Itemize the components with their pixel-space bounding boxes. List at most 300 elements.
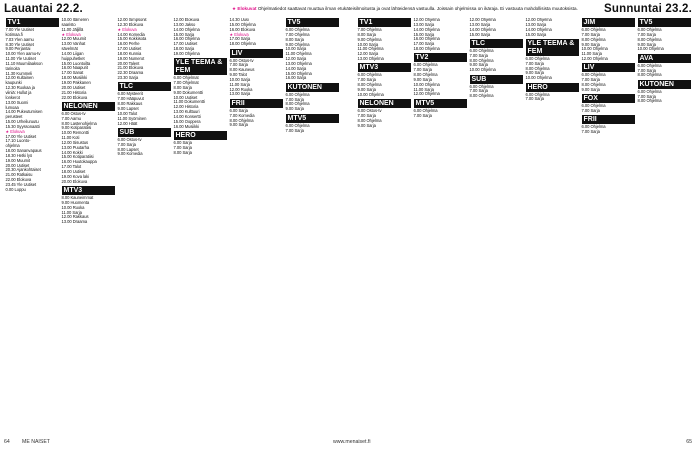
program-line: 7.00 Yle Uutiset xyxy=(5,27,34,32)
listing-column xyxy=(172,18,228,436)
program-line: 12.00 Kultainen xyxy=(5,75,34,81)
program-line: 15.30 Syyssonaatti xyxy=(5,123,40,129)
listing-column xyxy=(580,18,636,436)
channel-section xyxy=(118,82,171,126)
program-line: 14.00 Kokki xyxy=(61,149,83,155)
program-line: 8.00 Ohjelma xyxy=(637,72,662,78)
program-line: 13.00 Draama xyxy=(61,219,88,225)
program-line: 8.00 Ohjelma xyxy=(469,93,494,99)
channel-section xyxy=(638,54,691,79)
channel-name: HERO xyxy=(526,83,579,92)
program-line: 7.00 Sarja xyxy=(637,31,656,37)
program-line: 8.00 Lapset xyxy=(117,146,139,152)
program-line: 14.00 Ohjelma xyxy=(173,26,200,32)
program-line: 6.00 Ohjelma xyxy=(285,122,310,128)
program-line: 6.00 Ohjelma xyxy=(525,91,550,97)
channel-section xyxy=(174,131,227,156)
program-line: 18.00 Musiikki xyxy=(61,75,88,81)
channel-name: FRII xyxy=(582,115,635,124)
program-line: 12.00 Muumit xyxy=(61,36,86,42)
program-line: 11.00 Dokumentti xyxy=(173,99,205,105)
program-line: 15.00 Ohjelma xyxy=(285,70,312,76)
program-line: 7.00 Sarja xyxy=(229,62,248,68)
channel-name: MTV3 xyxy=(62,186,115,195)
program-line: 13.00 Sarja xyxy=(525,21,547,27)
program-line: 9.00 Sarja xyxy=(637,41,656,47)
program-line: 9.00 Sarja xyxy=(285,106,304,112)
page-left xyxy=(4,18,340,436)
program-line: 7.00 Hääpuvut xyxy=(117,96,144,102)
program-line: 16.00 Musiikki xyxy=(173,123,200,129)
program-line: 6.00 Mysteerit xyxy=(117,91,143,97)
program-line: lonkerot xyxy=(5,94,20,100)
channel-name: TV5 xyxy=(638,18,691,27)
program-line: 15.00 Luontoilta xyxy=(61,60,91,66)
program-line: 22.00 Elokuva xyxy=(5,177,32,183)
listing-column xyxy=(468,18,524,436)
channel-section xyxy=(526,39,579,81)
program-line: 11.00 Sarja xyxy=(61,209,82,215)
channel-section xyxy=(638,18,691,52)
program-line: 9.00 Sarja xyxy=(413,76,432,82)
program-line: 7.00 Komedia xyxy=(229,112,255,118)
program-line: 10.00 Sarja xyxy=(357,41,379,47)
program-line: 15.00 Kokkisota xyxy=(117,36,147,42)
channel-section xyxy=(62,18,115,100)
page-number-right: 65 xyxy=(686,439,692,445)
channel-section xyxy=(526,83,579,103)
program-line: 14.00 Liigan xyxy=(61,50,84,56)
program-line: 20.30 Ajankohtaiset xyxy=(5,167,41,173)
program-line: 17.00 Yle Uutiset xyxy=(5,133,37,139)
program-line: 13.00 Ohjelma xyxy=(357,56,384,62)
program-line: 13.00 Sarja xyxy=(229,91,251,97)
program-line: 17.00 Sarja xyxy=(413,41,435,47)
program-line: lumoaa xyxy=(5,104,19,110)
listing-column xyxy=(412,18,468,436)
program-line: 8.00 Sarja xyxy=(285,36,304,42)
program-line: 6.00 Ohjelma xyxy=(581,103,606,109)
program-line: 11.00 Ohjelma xyxy=(357,46,384,52)
channel-name: TLC xyxy=(470,39,523,48)
program-line: 8.00 Ohjelma xyxy=(469,57,494,63)
channel-section xyxy=(286,18,339,81)
program-line: 8.00 Ohjelma xyxy=(357,117,382,123)
program-line: 16.00 Ohjelma xyxy=(413,36,440,42)
program-line: 15.00 Ohjelma xyxy=(229,21,256,27)
channel-name: SUB xyxy=(118,128,171,137)
program-line: 8.00 Kauneus xyxy=(229,67,255,73)
program-line: 8.00 Ohjelma xyxy=(285,101,310,107)
program-line: 15.00 Sarja xyxy=(525,31,547,37)
channel-section xyxy=(62,186,115,225)
program-line: tarinoita xyxy=(5,65,20,71)
program-line: 6.00 Ostos-tv xyxy=(229,57,254,63)
listing-column xyxy=(60,18,116,436)
program-line: 12.00 Historia xyxy=(173,104,199,110)
channel-section xyxy=(118,18,171,81)
program-line: 18.00 Sananvapaus xyxy=(5,148,42,154)
program-line: 6.00 Ohjelma xyxy=(469,47,494,53)
program-line: 9.00 Sarja xyxy=(525,70,544,76)
program-line: 10.00 Ohjelma xyxy=(581,46,608,52)
program-line: 7.00 Sarja xyxy=(581,108,600,114)
channel-section xyxy=(582,94,635,114)
program-line: 19.00 Kova laki xyxy=(61,173,90,179)
program-line: 18.00 Uutiset xyxy=(61,168,86,174)
channel-name: TLC xyxy=(118,82,171,91)
day-title-right: Sunnuntai 23.2. xyxy=(604,3,692,15)
program-line: 12.00 Häät xyxy=(117,120,138,126)
magazine-name: ME NAISET xyxy=(22,439,50,445)
program-line: 19.00 Ohjelma xyxy=(173,50,200,56)
program-line: 9.00 Sarja xyxy=(357,86,376,92)
channel-section xyxy=(470,75,523,100)
program-line: 11.00 Sarja xyxy=(581,51,602,57)
program-line: 10.00 Ohjelma xyxy=(469,67,496,73)
program-line: 7.00 Sarja xyxy=(525,60,544,66)
channel-section xyxy=(230,99,283,128)
program-line: 8.00 Ohjelma xyxy=(229,117,254,123)
program-line: viiniä: Hullut ja xyxy=(5,89,32,95)
program-line: 8.00 Sarja xyxy=(357,31,376,37)
channel-section xyxy=(358,18,411,62)
program-line: 12.00 Sisustus xyxy=(61,139,88,145)
program-line: 12.00 Ruoka xyxy=(229,86,253,92)
program-line: 14.00 Pukeutumisen xyxy=(5,109,43,115)
program-line: 6.00 Sarja xyxy=(229,107,248,113)
channel-section xyxy=(286,83,339,112)
program-line: 12.00 Sarja xyxy=(285,56,307,62)
channel-name: YLE TEEMA & FEM xyxy=(526,39,579,56)
program-line: 9.00 Kotiparatiisi xyxy=(61,125,92,131)
program-line: 13.00 Sarja xyxy=(413,21,435,27)
channel-section xyxy=(414,99,467,119)
program-line: 11.00 Sarja xyxy=(413,86,434,92)
program-line: 16.00 Ohjelma xyxy=(173,36,200,42)
program-line: 12.00 Sarja xyxy=(357,51,379,57)
program-line: 7.00 Sarja xyxy=(173,144,192,150)
top-notice xyxy=(232,6,578,12)
program-line: 10.00 Ohjelma xyxy=(413,81,440,87)
program-line: 13.00 Vanhat xyxy=(61,41,86,47)
program-line: 17.00 Uutiset xyxy=(117,46,142,52)
program-line: 10.00 Ruoka xyxy=(61,204,85,210)
program-line: 8.00 Ohjelma xyxy=(525,65,550,71)
channel-name: MTV3 xyxy=(358,63,411,72)
program-line: 16.00 Sarja xyxy=(285,75,307,81)
program-line: 7.00 Sarja xyxy=(285,96,304,102)
program-line: 7.00 Sarja xyxy=(117,141,136,147)
program-line: 22.30 Draama xyxy=(117,70,144,76)
listing-column xyxy=(228,18,284,436)
program-line: ★ Elokuva xyxy=(61,31,81,37)
notice-text: Ohjelmatiedot saattavat muuttua ilman etukäteisilmoitusta ja ovat lähteidensä vastuulla. Joissain ohjelmissa on ikäraja. Ei vastuuta mahdollisista muutoksista. xyxy=(257,6,578,11)
program-line: 9.00 Ohjelma xyxy=(285,41,310,47)
program-line: 9.00 Sarja xyxy=(229,122,248,128)
channel-name: TV1 xyxy=(6,18,59,27)
program-line: 7.00 Sarja xyxy=(469,52,488,58)
program-line: 14.00 Komedia xyxy=(117,31,145,37)
program-line: ★ Elokuva xyxy=(5,128,25,134)
channel-name: LIV xyxy=(582,63,635,72)
program-line: 9.00 Sarja xyxy=(469,62,488,68)
star-icon: ★ xyxy=(232,6,237,11)
program-line: 6.00 Ohjelma xyxy=(525,55,550,61)
program-line: 7.00 Ohjelma xyxy=(357,27,382,32)
program-line: 8.00 Ohjelma xyxy=(581,36,606,42)
program-line: 8.00 Sarja xyxy=(173,84,192,90)
page-right xyxy=(356,18,692,436)
program-line: 12.00 Ohjelma xyxy=(525,18,552,22)
program-line: kaupunki xyxy=(5,80,22,86)
program-line: 16.00 Perhe xyxy=(117,41,140,47)
program-line: 23.30 Sarja xyxy=(117,75,139,81)
program-line: 7.00 Sarja xyxy=(357,112,376,118)
program-line: 14.00 Ohjelma xyxy=(413,26,440,32)
program-line: 17.00 Uutiset xyxy=(173,41,198,47)
channel-name: JIM xyxy=(582,18,635,27)
program-line: 15.00 Sarja xyxy=(413,31,435,37)
program-line: 11.00 Yle Uutiset xyxy=(5,56,36,62)
channel-section xyxy=(62,102,115,185)
magazine-url[interactable]: www.menaiset.fi xyxy=(333,439,371,445)
program-line: 10.00 Itämeren xyxy=(61,18,89,22)
program-line: 9.00 Dokumentti xyxy=(173,89,203,95)
program-line: 13.00 Ohjelma xyxy=(285,60,312,66)
program-line: ★ Elokuva xyxy=(229,31,249,37)
program-line: 12.00 Rakkaus xyxy=(61,214,89,220)
page-number-left: 64 xyxy=(4,439,10,445)
channel-section xyxy=(470,18,523,37)
day-title-left: Lauantai 22.2. xyxy=(4,3,83,15)
program-line: 12.00 Elokuva xyxy=(173,18,200,22)
program-line: 19.00 Muumit xyxy=(5,157,30,163)
program-line: 7.00 Sarja xyxy=(637,93,656,99)
program-line: 11.00 Koti xyxy=(61,135,80,141)
program-line: 6.00 Ohjelma xyxy=(637,62,662,68)
program-line: 9.00 Komedia xyxy=(117,151,143,157)
program-line: 6.00 Ostos-tv xyxy=(61,110,86,116)
program-line: 14.00 Sarja xyxy=(285,65,307,71)
program-line: 7.00 Ohjelmat xyxy=(173,80,199,86)
program-line: 7.00 Sarja xyxy=(525,96,544,102)
program-line: 6.00 Ostos-tv xyxy=(357,108,382,114)
channel-name: LIV xyxy=(230,49,283,58)
program-line: 6.00 Ohjelmat xyxy=(173,75,199,81)
program-line: perusteet xyxy=(5,114,23,120)
program-line: 8.30 Yle Uutiset xyxy=(5,41,34,47)
program-line: 16.00 Elokuva xyxy=(229,26,256,32)
program-line: 8.00 Ohjelma xyxy=(637,98,662,104)
program-line: 19.00 Numerot xyxy=(117,55,145,61)
program-line: 14.00 Ohjelma xyxy=(525,26,552,32)
program-line: 13.00 Sarja xyxy=(469,21,491,27)
program-line: 15.00 Ooppera xyxy=(173,118,201,124)
program-line: 6.00 Ohjelma xyxy=(581,72,606,78)
program-line: 15.00 Sarja xyxy=(173,31,195,37)
program-line: 7.00 Ohjelma xyxy=(285,31,310,37)
program-line: 6.00 Ohjelma xyxy=(413,107,438,113)
program-line: 20.00 Uutiset xyxy=(5,162,30,168)
program-line: huippuhetket xyxy=(61,55,85,61)
program-line: 6.00 Ohjelma xyxy=(357,72,382,78)
program-line: 13.00 Jakso xyxy=(173,21,196,27)
program-line: 10.00 Ohjelma xyxy=(637,46,664,52)
program-line: 12.30 Elokuva xyxy=(117,21,144,27)
program-line: 14.30 Uusi xyxy=(229,18,249,22)
program-line: ohjelma xyxy=(5,143,20,149)
channel-name: MTV5 xyxy=(414,99,467,108)
listing-column xyxy=(116,18,172,436)
program-line: 15.00 Sarja xyxy=(469,31,491,37)
channel-section xyxy=(6,18,59,193)
program-line: 14.00 Ohjelma xyxy=(469,26,496,32)
program-line: 12.00 Ohjelma xyxy=(469,18,496,22)
channel-section xyxy=(582,18,635,62)
program-line: 10.00 Sarja xyxy=(229,76,251,82)
program-line: 23.45 Yle Uutiset xyxy=(5,182,37,187)
program-line: 10.00 Talot xyxy=(117,110,138,116)
program-line: 21.00 Historia xyxy=(61,89,87,95)
program-line: 16.00 Naapurit xyxy=(61,65,88,71)
channel-section xyxy=(286,114,339,134)
program-line: 12.00 Ohjelma xyxy=(413,91,440,97)
program-line: 10.00 Ohjelma xyxy=(357,91,384,97)
program-line: 6.00 Ohjelma xyxy=(581,124,606,130)
program-line: 9.00 Ohjelma xyxy=(357,36,382,42)
program-line: 7.00 Sarja xyxy=(469,88,488,94)
program-line: saaristo xyxy=(61,21,76,27)
program-line: 6.00 Ohjelma xyxy=(413,62,438,68)
channel-name: HERO xyxy=(174,131,227,140)
listing-column xyxy=(636,18,692,436)
program-line: 9.00 Talot xyxy=(229,72,247,78)
listing-column xyxy=(524,18,580,436)
program-line: 15.00 Urheiluruutu xyxy=(5,119,39,125)
program-line: 22.00 Elokuva xyxy=(61,94,88,100)
channel-section xyxy=(582,115,635,135)
program-line: 11.30 Kummeli xyxy=(5,70,33,76)
channel-name: KUTONEN xyxy=(286,83,339,92)
channel-name: YLE TEEMA & FEM xyxy=(174,58,227,75)
channel-section xyxy=(358,63,411,97)
program-line: 12.00 Ohjelma xyxy=(581,56,608,62)
program-line: 7.00 Sarja xyxy=(581,77,600,83)
program-line: 7.00 Sarja xyxy=(637,67,656,73)
channel-section xyxy=(230,49,283,98)
program-line: 13.00 Kulttuuri xyxy=(173,109,200,115)
channel-name: NELONEN xyxy=(358,99,411,108)
program-line: 7.00 Sarja xyxy=(285,127,304,133)
program-line: 18.00 Ohjelma xyxy=(413,46,440,52)
program-line: 18.00 Sarja xyxy=(173,46,195,52)
program-line: 6.00 Ohjelma xyxy=(637,27,662,32)
program-line: 20.00 Uutiset xyxy=(61,84,86,90)
program-line: 17.00 Talot xyxy=(61,164,82,170)
program-line: 6.00 Ohjelma xyxy=(285,27,310,32)
channel-section xyxy=(230,18,283,47)
program-line: 16.00 Huutokauppa xyxy=(61,159,97,165)
program-line: 7.00 Sarja xyxy=(581,31,600,37)
program-line: 9.00 Huomenta xyxy=(61,199,90,205)
program-line: 10.00 Ylen aamu-tv xyxy=(5,51,41,57)
listing-column xyxy=(284,18,340,436)
program-line: 8.00 Ohjelma xyxy=(413,72,438,78)
listing-column xyxy=(356,18,412,436)
program-line: 9.00 Lapset xyxy=(117,106,139,111)
program-line: 9.00 Sarja xyxy=(581,41,600,47)
program-line: 13.00 Puutarha xyxy=(61,144,90,150)
program-line: 20.00 Elokuva xyxy=(61,178,88,184)
program-line: 6.00 Ostos-tv xyxy=(117,136,142,142)
channel-section xyxy=(174,18,227,57)
channel-section xyxy=(414,53,467,97)
program-line: 20.00 Talent xyxy=(117,60,140,66)
program-line: 8.00 Ohjelma xyxy=(637,36,662,42)
program-line: kotimaa.fi xyxy=(5,31,23,37)
program-line: 9.00 Perjantai xyxy=(5,46,31,52)
program-line: 13.00 Suomi xyxy=(5,99,29,105)
program-line: 19.00 Pakkanen xyxy=(61,79,91,85)
program-line: 21.00 Elokuva xyxy=(117,65,144,71)
program-line: 9.00 Sarja xyxy=(357,122,376,128)
program-line: 8.00 Ohjelma xyxy=(581,82,606,88)
program-line: ★ Elokuva xyxy=(117,26,137,32)
program-line: 6.00 Ohjelma xyxy=(637,88,662,94)
channel-section xyxy=(526,18,579,37)
program-line: 6.00 Ohjelma xyxy=(469,83,494,89)
program-line: 10.00 Ohjelma xyxy=(525,75,552,81)
program-line: 15.00 Kotiparatiisi xyxy=(61,154,94,160)
channel-section xyxy=(470,39,523,73)
channel-name: TV2 xyxy=(414,53,467,62)
channel-name: SUB xyxy=(470,75,523,84)
program-line: 7.00 Sarja xyxy=(413,112,432,118)
notice-highlight: Elokuvat xyxy=(237,6,257,11)
channel-name: FRII xyxy=(230,99,283,108)
program-line: 9.00 Sarja xyxy=(581,86,600,92)
program-line: 7.03 Ylen aamu xyxy=(5,36,34,42)
program-line: 12.00 Ohjelma xyxy=(413,18,440,22)
program-line: 11.00 Jäljillä xyxy=(61,26,84,32)
program-line: 12.00 Simpsonit xyxy=(117,18,147,22)
listing-column xyxy=(4,18,60,436)
program-line: 10.00 Sarja xyxy=(285,46,307,52)
program-line: 11.00 Ohjelma xyxy=(285,51,312,57)
channel-section xyxy=(358,99,411,128)
program-line: 17.00 Sarja xyxy=(229,36,251,42)
channel-section xyxy=(638,80,691,105)
program-line: 8.00 Ohjelma xyxy=(357,82,382,88)
channel-section xyxy=(582,63,635,92)
program-line: 6.00 Ohjelma xyxy=(581,27,606,32)
program-line: 7.00 Sarja xyxy=(357,77,376,83)
program-line: 18.00 Ohjelma xyxy=(229,41,256,47)
channel-name: TV1 xyxy=(358,18,411,27)
channel-name: TV5 xyxy=(286,18,339,27)
channel-section xyxy=(414,18,467,52)
program-line: 10.00 Uutiset xyxy=(173,94,198,100)
program-line: 11.00 Syöminen xyxy=(117,115,147,121)
channel-section xyxy=(118,128,171,157)
program-line: 0.00 Loppu xyxy=(5,186,26,192)
channel-name: FOX xyxy=(582,94,635,103)
channel-name: NELONEN xyxy=(62,102,115,111)
program-line: 8.00 Rakkaus xyxy=(117,101,143,107)
program-line: 8.00 Sarja xyxy=(173,149,192,155)
channel-name: MTV5 xyxy=(286,114,339,123)
